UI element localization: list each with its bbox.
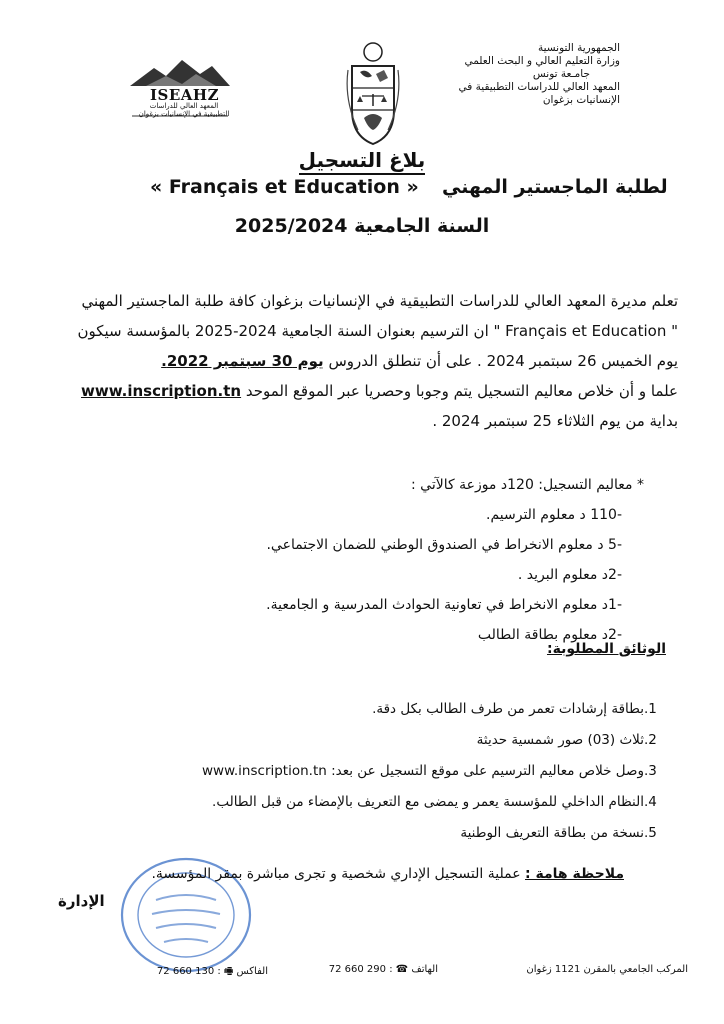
paragraph-line: بداية من يوم الثلاثاء 25 سبتمبر 2024 . (432, 412, 678, 430)
institution-header (400, 42, 620, 107)
document-item (200, 787, 672, 818)
document-number: 4. (644, 794, 657, 810)
paragraph-line (74, 346, 678, 376)
document-item (200, 725, 672, 756)
administration-signature: الإدارة (58, 892, 105, 910)
fee-item: -110 د معلوم الترسيم. (486, 507, 622, 523)
tunisia-coat-of-arms-icon (340, 40, 406, 150)
document-number: 5. (644, 825, 657, 841)
logo-subtitle-line: التطبيقية في الإنسانيات بزغوان (138, 110, 230, 118)
paragraph-line: " Français et Education " ان الترسيم بعنوان السنة الجامعية 2024-2025 بالمؤسسة سيكون (77, 322, 678, 340)
paragraph-line (74, 376, 678, 406)
footer-fax: الفاكس 🖷 : 130 660 72 (156, 966, 268, 977)
academic-year-title: السنة الجامعية 2025/2024 (234, 215, 490, 237)
fees-heading: * معاليم التسجيل: 120د موزعة كالآتي : (410, 477, 644, 493)
header-line-republic: الجمهورية التونسية (538, 42, 620, 54)
header-line-university: جامـعة تونس (532, 68, 590, 80)
notice-title-text: بلاغ التسجيل (299, 148, 426, 175)
document-item (200, 756, 672, 787)
required-documents-heading: الوثائق المطلوبة: (546, 641, 666, 657)
program-name: « Français et Education » (150, 176, 419, 198)
document-text: نسخة من بطاقة التعريف الوطنية (460, 825, 644, 841)
paragraph-text: يوم الخميس 26 سبتمبر 2024 . على أن تنطلق الدروس (323, 352, 678, 370)
footer (80, 964, 688, 982)
logo-subtitle-line: المعهد العالي للدراسات (149, 102, 219, 110)
fees-list (150, 470, 644, 650)
classes-start-date: يوم 30 سبتمبر 2022. (161, 352, 324, 370)
inscription-link[interactable]: www.inscription.tn (81, 382, 242, 400)
notice-title (0, 148, 724, 172)
document-text: بطاقة إرشادات تعمر من طرف الطالب بكل دقة. (372, 701, 644, 717)
paragraph-text: علما و أن خلاص معاليم التسجيل يتم وجوبا وحصريا عبر الموقع الموحد (241, 382, 678, 400)
program-title (150, 176, 668, 198)
footer-phone: الهاتف ☎ : 290 660 72 (328, 964, 438, 975)
fee-item: -5 د معلوم الانخراط في الصندوق الوطني للضمان الاجتماعي. (266, 537, 622, 553)
important-note (151, 866, 624, 882)
document-item (200, 818, 672, 849)
header-line-institute-2: الإنسانيات بزغوان (542, 94, 620, 106)
footer-address: المركب الجامعي بالمقرن 1121 زغوان (526, 964, 688, 975)
document-item (200, 694, 672, 725)
document-number: 3. (644, 763, 657, 779)
announcement-paragraph (74, 286, 678, 436)
fee-item: -2د معلوم بطاقة الطالب (477, 627, 622, 643)
document-text: ثلاث (03) صور شمسية حديثة (476, 732, 644, 748)
note-text: عملية التسجيل الإداري شخصية و تجرى مباشرة بمقر المؤسسة. (151, 866, 526, 882)
logo-name: ISEAHZ (150, 86, 220, 104)
logo-subtitle (136, 102, 232, 118)
paragraph-line: تعلم مديرة المعهد العالي للدراسات التطبيقية في الإنسانيات بزغوان كافة طلبة الماجستير المهني (81, 292, 678, 310)
document-text: النظام الداخلي للمؤسسة يعمر و يمضى مع التعريف بالإمضاء من قبل الطالب. (212, 794, 644, 810)
document-text: وصل خلاص معاليم الترسيم على موقع التسجيل عن بعد: www.inscription.tn (202, 763, 644, 779)
program-prefix: لطلبة الماجستير المهني (441, 176, 668, 198)
header-line-ministry: وزارة التعليم العالي و البحث العلمي (464, 55, 620, 67)
note-label: ملاحظة هامة : (525, 866, 624, 882)
required-documents-list (200, 694, 672, 849)
fee-item: -2د معلوم البريد . (517, 567, 622, 583)
fee-item: -1د معلوم الانخراط في تعاونية الحوادث المدرسية و الجامعية. (266, 597, 622, 613)
document-number: 2. (644, 732, 657, 748)
header-line-institute: المعهد العالي للدراسات التطبيقية في (458, 81, 620, 93)
document-number: 1. (644, 701, 657, 717)
